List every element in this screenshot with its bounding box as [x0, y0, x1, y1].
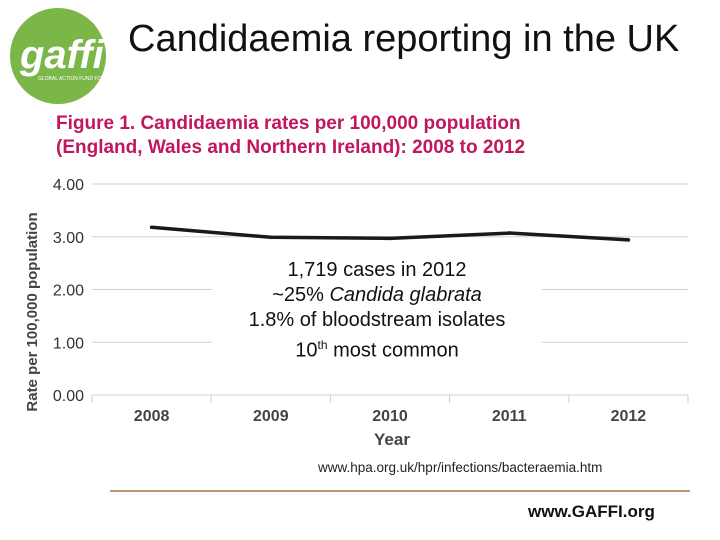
y-axis-label: Rate per 100,000 population [24, 212, 41, 412]
data-point [627, 238, 631, 242]
x-axis-label: Year [374, 430, 410, 449]
y-tick-label: 3.00 [52, 229, 84, 247]
logo-wordmark: gaffi [20, 33, 104, 77]
data-point [150, 225, 154, 229]
summary-line-glabrata [212, 283, 542, 308]
x-tick-labels [134, 408, 646, 425]
slide-title: Candidaemia reporting in the UK [128, 18, 680, 60]
footer-link[interactable]: www.GAFFI.org [528, 502, 655, 521]
x-tick-label: 2012 [610, 408, 647, 425]
x-tick-label: 2009 [253, 408, 289, 425]
data-point [507, 231, 511, 235]
summary-glabrata-prefix: ~25% [272, 284, 330, 306]
figure-title-line1: Figure 1. Candidaemia rates per 100,000 population [56, 113, 521, 134]
source-link[interactable]: www.hpa.org.uk/hpr/infections/bacteraemia.htm [318, 460, 603, 475]
y-tick-label: 0.00 [52, 388, 84, 405]
y-tick-label: 1.00 [52, 335, 84, 353]
x-tick-label: 2008 [133, 408, 170, 425]
summary-glabrata-species: Candida glabrata [329, 284, 482, 306]
y-tick-label: 4.00 [52, 177, 84, 194]
summary-line-rank [212, 333, 542, 364]
data-point [388, 237, 392, 241]
summary-rank-suffix: th [317, 338, 328, 352]
logo-subtitle: GLOBAL ACTION FUND FOR FUNGAL INFECTIONS [38, 76, 159, 82]
y-tick-label: 2.00 [52, 282, 84, 300]
summary-line-isolates: 1.8% of bloodstream isolates [212, 308, 542, 333]
figure-title-line2: (England, Wales and Northern Ireland): 2008 to 2012 [56, 137, 526, 158]
x-tick-label: 2011 [491, 408, 527, 425]
summary-textbox [212, 258, 542, 364]
data-point [269, 235, 273, 239]
summary-rank-text: most common [327, 339, 459, 362]
x-tick-label: 2010 [372, 408, 408, 425]
summary-line-cases: 1,719 cases in 2012 [212, 258, 542, 283]
y-tick-labels [53, 177, 84, 405]
summary-rank-number: 10 [295, 339, 318, 362]
footer-divider [110, 490, 690, 492]
